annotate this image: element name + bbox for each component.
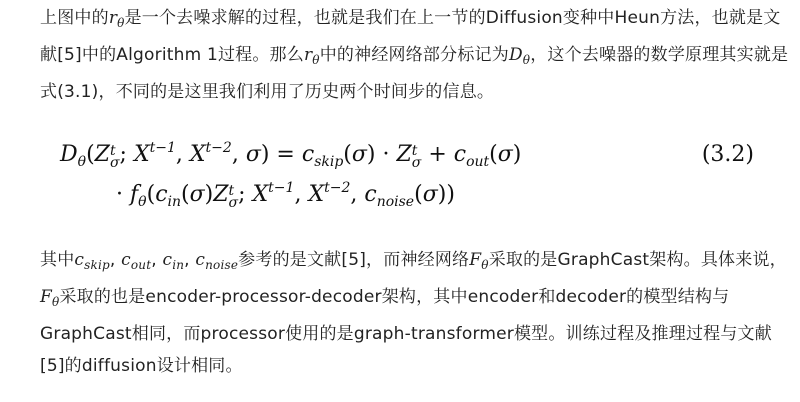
math-theta-sub: θ: [52, 295, 60, 309]
math-theta-sub: θ: [117, 16, 125, 30]
text-segment: 参考的是文献[5]，而神经网络: [238, 250, 470, 270]
equation-3-2: [60, 140, 760, 220]
math-d: D: [508, 45, 523, 65]
equation-line-2: · $f_\theta(c_{in}(\sigma)Z$ t σ ; $X^{t-1}$, $X^{t-2}$, $c_{noise}(\sigma)$): [116, 180, 455, 211]
math-in-sub: in: [172, 258, 185, 272]
math-r: r: [303, 45, 313, 65]
math-c: c: [74, 250, 85, 270]
text-segment: 采取的是GraphCast架构。具体来说，: [488, 250, 787, 270]
math-c: c: [195, 250, 206, 270]
math-f: F: [469, 250, 482, 270]
math-noise-sub: noise: [205, 258, 239, 272]
text-segment: 上图中的: [40, 8, 109, 28]
math-c: c: [162, 250, 173, 270]
paragraph-network-details: [40, 244, 792, 382]
text-segment: ，这个去噪器的数学原理其实就是式(3.1)，不同的是这里我们利用了历史两个时间步的信息。: [40, 45, 789, 102]
text-segment: 采取的也是encoder-processor-decoder架构，其中encoder和decoder的模型结构与GraphCast相同，而processor使用的是graph-transformer模型。训练过程及推理过程与文献[5]的diffusion设计相同。: [40, 287, 772, 376]
text-segment: 其中: [40, 250, 75, 270]
math-out-sub: out: [130, 258, 152, 272]
text-segment: 是一个去噪求解的过程，也就是我们在上一节的Diffusion变种中Heun方法，也就是文献[5]中的Algorithm 1过程。那么: [40, 8, 781, 65]
separator: ,: [184, 250, 196, 270]
equation-line-1: $D_\theta(Z$ t σ ; $X^{t-1}$, $X^{t-2}$, $\sigma) = c_{skip}(\sigma) \cdot Z$ t σ + $c_{out}(\sigma)$: [60, 140, 522, 171]
math-skip-sub: skip: [84, 258, 110, 272]
separator: ,: [109, 250, 122, 270]
separator: ,: [151, 250, 163, 270]
equation-number: (3.2): [701, 142, 754, 167]
math-r: r: [108, 8, 118, 28]
math-f: F: [40, 287, 52, 307]
math-theta-sub: θ: [312, 53, 320, 67]
math-c: c: [121, 250, 131, 270]
paragraph-denoiser-intro: [40, 2, 792, 108]
text-segment: 中的神经网络部分标记为: [319, 45, 509, 65]
math-theta-sub: θ: [522, 53, 531, 67]
math-theta-sub: θ: [481, 258, 489, 272]
